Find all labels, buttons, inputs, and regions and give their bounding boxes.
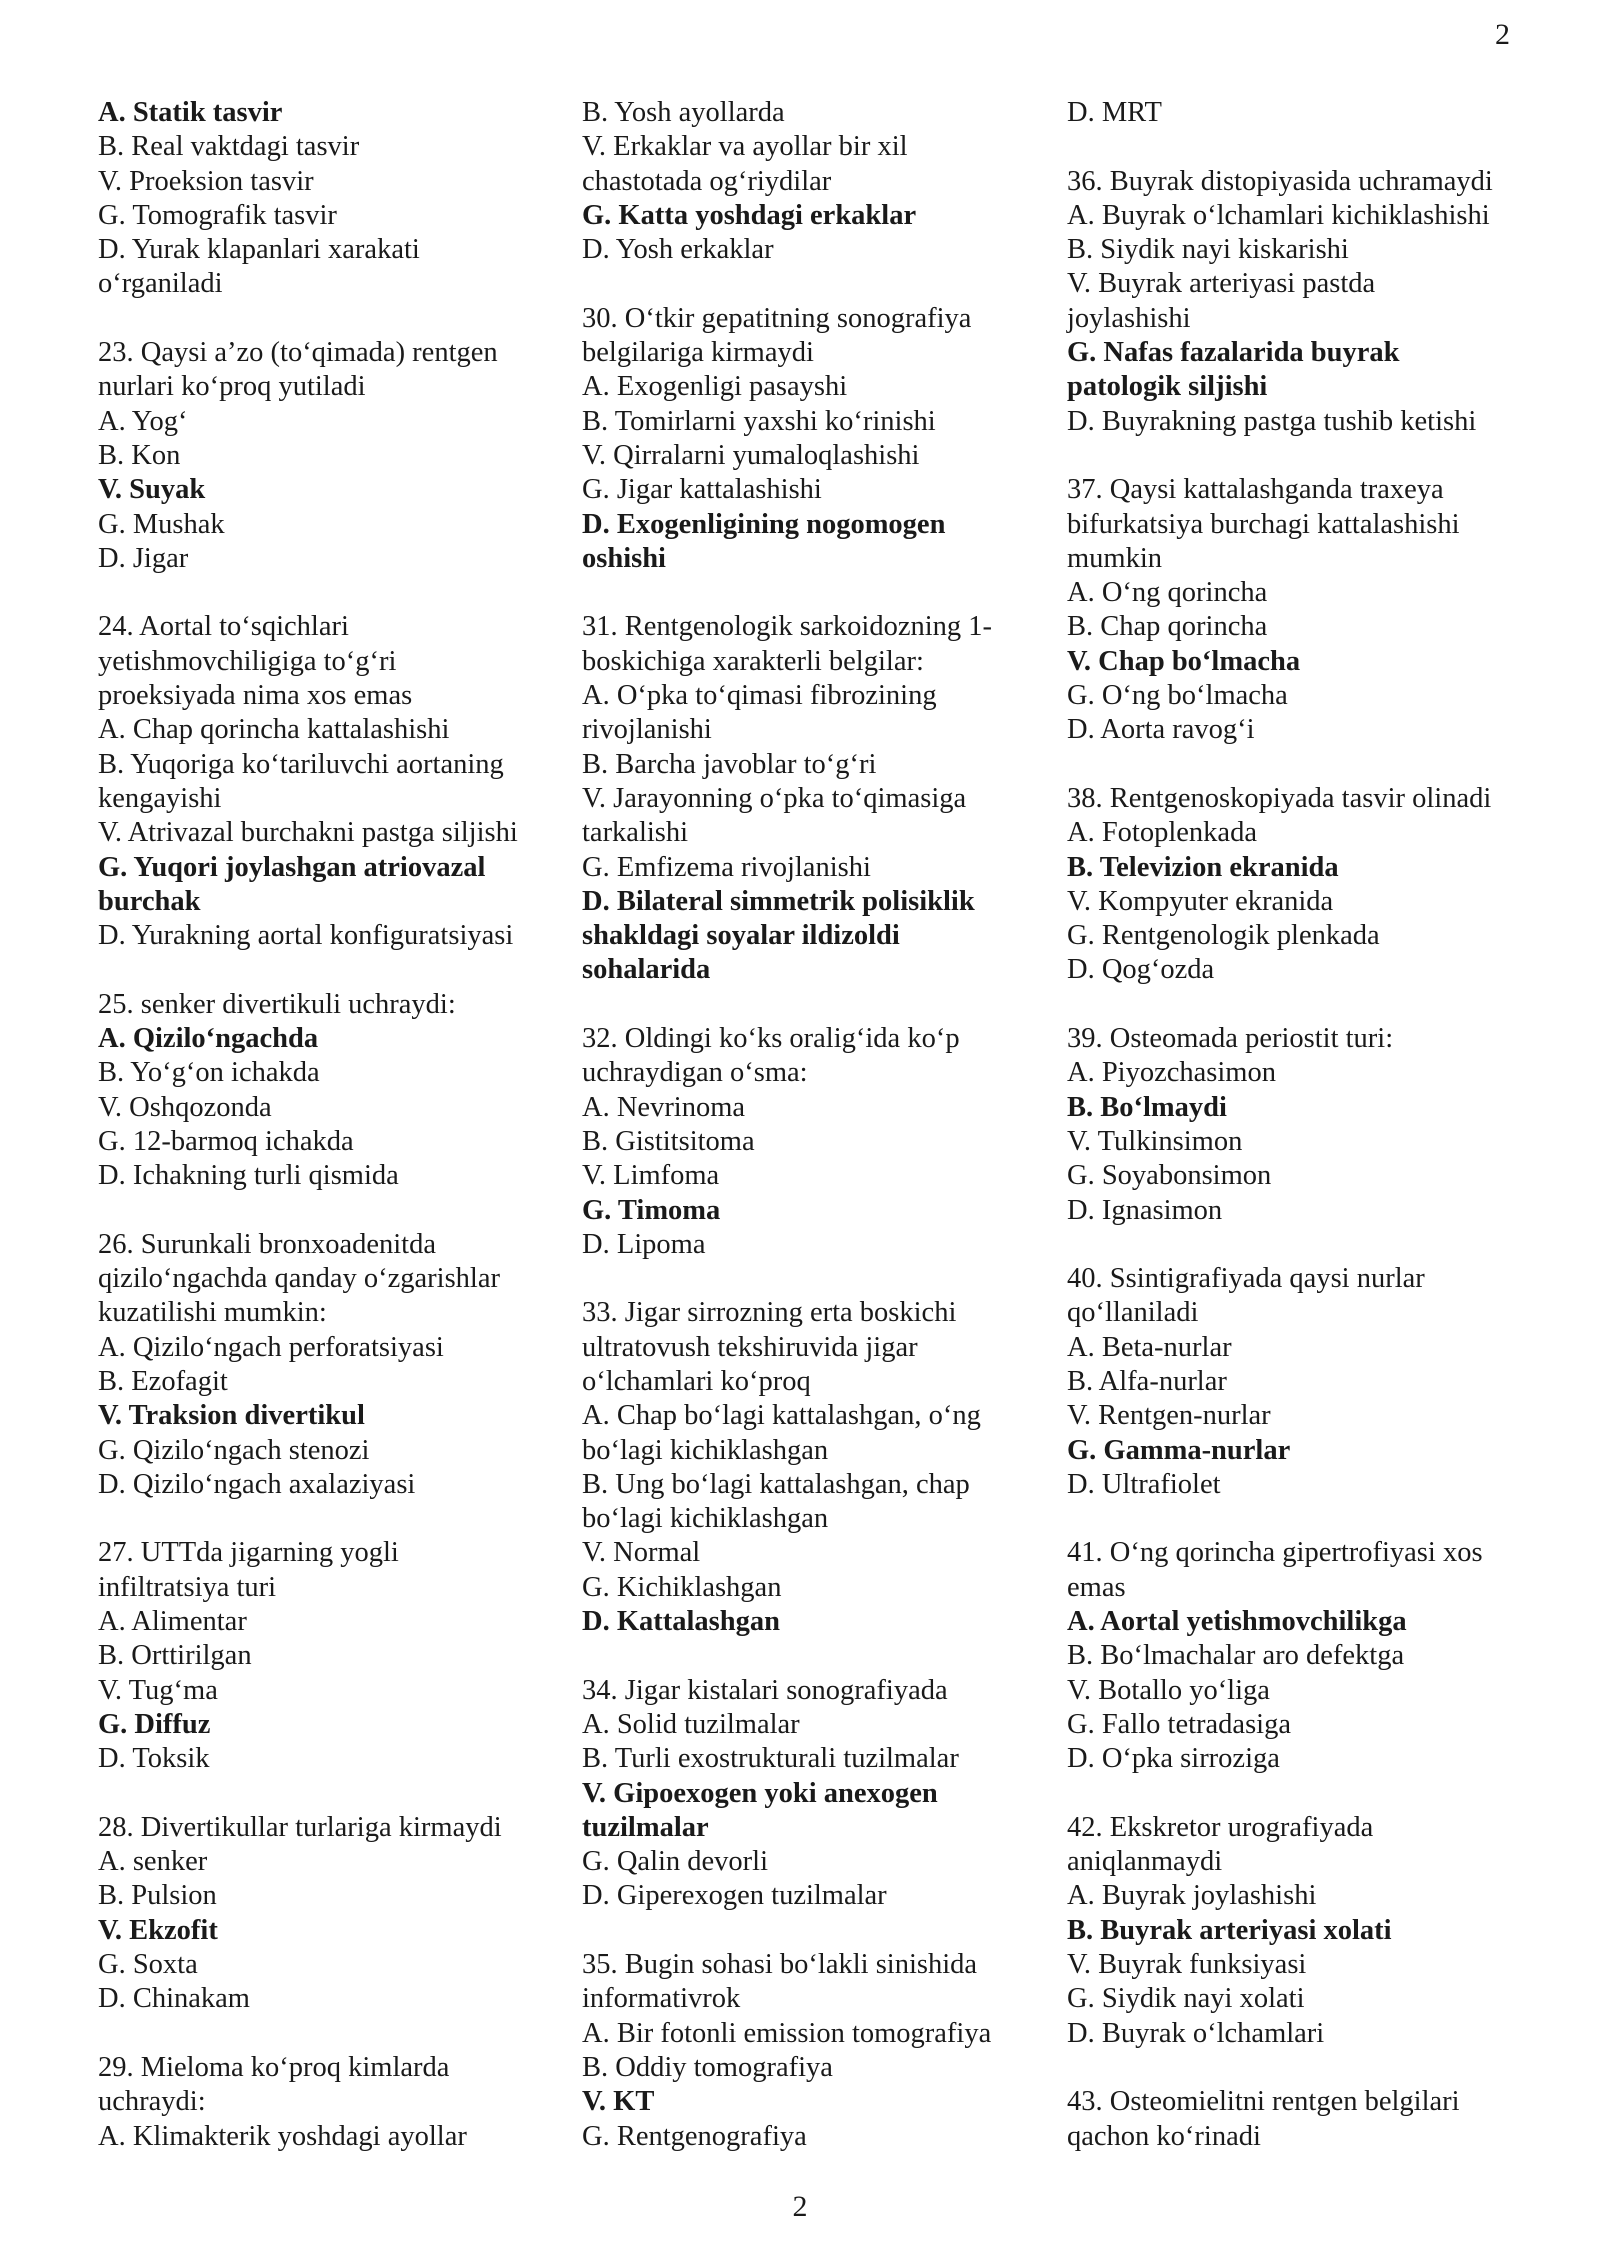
text-line: 33. Jigar sirrozning erta boskichi	[582, 1297, 957, 1329]
question-block	[98, 1536, 548, 1776]
text-line: D. MRT	[1067, 97, 1162, 128]
column-1	[98, 96, 548, 2188]
text-line: G. Soxta	[98, 1949, 198, 1981]
correct-answer-line: tuzilmalar	[582, 1811, 709, 1843]
text-line: emas	[1067, 1571, 1126, 1603]
text-line: D. Ichakning turli qismida	[98, 1160, 399, 1192]
text-line: G. Soyabonsimon	[1067, 1160, 1272, 1192]
text-line: B. Pulsion	[98, 1880, 217, 1912]
text-line: B. Yuqoriga ko‘tariluvchi aortaning	[98, 748, 504, 780]
question-block	[1067, 782, 1527, 988]
correct-answer-line: G. Diffuz	[98, 1708, 211, 1740]
text-line: 31. Rentgenologik sarkoidozning 1-	[582, 611, 993, 643]
text-line: G. Siydik nayi xolati	[1067, 1983, 1305, 2015]
text-line: A. Beta-nurlar	[1067, 1331, 1232, 1363]
text-line: A. Chap bo‘lagi kattalashgan, o‘ng	[582, 1400, 981, 1432]
text-line: G. Kichiklashgan	[582, 1571, 782, 1603]
text-line: A. Buyrak o‘lchamlari kichiklashishi	[1067, 199, 1490, 231]
text-line: V. Tulkinsimon	[1067, 1125, 1243, 1157]
text-line: B. Siydik nayi kiskarishi	[1067, 234, 1349, 266]
question-block	[1067, 2085, 1527, 2154]
question-block	[1067, 96, 1527, 130]
question-block	[98, 336, 548, 576]
question-block	[98, 2051, 548, 2154]
text-line: 26. Surunkali bronxoadenitda	[98, 1228, 436, 1260]
text-line: proeksiyada nima xos emas	[98, 680, 413, 712]
correct-answer-line: burchak	[98, 885, 201, 917]
text-line: G. O‘ng bo‘lmacha	[1067, 680, 1288, 712]
text-line: D. Yosh erkaklar	[582, 234, 774, 266]
text-line: A. Piyozchasimon	[1067, 1057, 1276, 1089]
question-block	[1067, 1022, 1527, 1228]
text-line: o‘lchamlari ko‘proq	[582, 1365, 811, 1397]
text-line: tarkalishi	[582, 817, 689, 849]
text-line: uchraydi:	[98, 2086, 206, 2118]
text-line: D. O‘pka sirroziga	[1067, 1743, 1280, 1775]
text-line: mumkin	[1067, 542, 1163, 574]
text-line: G. Rentgenologik plenkada	[1067, 920, 1380, 952]
text-line: A. Chap qorincha kattalashishi	[98, 714, 450, 746]
text-line: A. Solid tuzilmalar	[582, 1708, 800, 1740]
text-line: qizilo‘ngachda qanday o‘zgarishlar	[98, 1263, 500, 1295]
text-line: chastotada og‘riydilar	[582, 165, 832, 197]
text-line: V. Proeksion tasvir	[98, 165, 314, 197]
question-block	[582, 1948, 1032, 2154]
text-line: V. Buyrak funksiyasi	[1067, 1949, 1307, 1981]
text-line: A. Yog‘	[98, 405, 188, 437]
text-line: qachon ko‘rinadi	[1067, 2120, 1261, 2152]
text-line: o‘rganiladi	[98, 268, 223, 300]
text-line: A. Klimakterik yoshdagi ayollar	[98, 2120, 467, 2152]
correct-answer-line: D. Bilateral simmetrik polisiklik	[582, 885, 975, 917]
question-block	[1067, 1811, 1527, 2051]
correct-answer-line: V. Suyak	[98, 474, 206, 506]
text-line: yetishmovchiligiga to‘g‘ri	[98, 645, 397, 677]
correct-answer-line: shakldagi soyalar ildizoldi	[582, 920, 900, 952]
correct-answer-line: G. Katta yoshdagi erkaklar	[582, 199, 917, 231]
text-line: A. Fotoplenkada	[1067, 817, 1257, 849]
text-line: D. Buyrakning pastga tushib ketishi	[1067, 405, 1477, 437]
text-line: 27. UTTda jigarning yogli	[98, 1537, 399, 1569]
text-line: B. Real vaktdagi tasvir	[98, 131, 360, 163]
text-line: D. Qog‘ozda	[1067, 954, 1215, 986]
text-line: kengayishi	[98, 782, 222, 814]
question-block	[98, 988, 548, 1194]
text-line: A. Bir fotonli emission tomografiya	[582, 2017, 992, 2049]
text-line: D. Toksik	[98, 1743, 210, 1775]
text-line: informativrok	[582, 1983, 741, 2015]
text-line: V. Limfoma	[582, 1160, 720, 1192]
question-block	[98, 610, 548, 953]
text-line: B. Yo‘g‘on ichakda	[98, 1057, 320, 1089]
text-line: B. Ung bo‘lagi kattalashgan, chap	[582, 1468, 970, 1500]
text-line: B. Turli exostrukturali tuzilmalar	[582, 1743, 959, 1775]
text-line: joylashishi	[1067, 302, 1191, 334]
correct-answer-line: D. Exogenligining nogomogen	[582, 508, 946, 540]
column-2	[582, 96, 1032, 2188]
text-line: B. Bo‘lmachalar aro defektga	[1067, 1640, 1405, 1672]
text-line: D. Lipoma	[582, 1228, 706, 1260]
text-line: B. Alfa-nurlar	[1067, 1365, 1227, 1397]
text-line: G. Qalin devorli	[582, 1846, 769, 1878]
question-block	[98, 1811, 548, 2017]
text-line: 23. Qaysi a’zo (to‘qimada) rentgen	[98, 337, 498, 369]
text-line: G. Rentgenografiya	[582, 2120, 807, 2152]
text-line: V. Tug‘ma	[98, 1674, 218, 1706]
text-line: V. Normal	[582, 1537, 701, 1569]
question-block	[1067, 1536, 1527, 1776]
text-line: 37. Qaysi kattalashganda traxeya	[1067, 474, 1444, 506]
text-line: D. Yurak klapanlari xarakati	[98, 234, 420, 266]
text-line: V. Kompyuter ekranida	[1067, 885, 1334, 917]
text-line: G. Qizilo‘ngach stenozi	[98, 1434, 370, 1466]
text-line: A. Nevrinoma	[582, 1091, 746, 1123]
correct-answer-line: V. Chap bo‘lmacha	[1067, 645, 1301, 677]
text-line: G. Jigar kattalashishi	[582, 474, 822, 506]
question-block	[582, 1022, 1032, 1262]
text-line: B. Barcha javoblar to‘g‘ri	[582, 748, 877, 780]
question-block	[1067, 165, 1527, 439]
text-line: D. Aorta ravog‘i	[1067, 714, 1255, 746]
text-line: V. Erkaklar va ayollar bir xil	[582, 131, 908, 163]
correct-answer-line: B. Bo‘lmaydi	[1067, 1091, 1227, 1123]
text-line: A. Alimentar	[98, 1606, 247, 1638]
text-line: G. 12-barmoq ichakda	[98, 1125, 354, 1157]
correct-answer-line: V. Gipoexogen yoki anexogen	[582, 1777, 938, 1809]
text-line: D. Qizilo‘ngach axalaziyasi	[98, 1468, 416, 1500]
text-line: A. O‘ng qorincha	[1067, 577, 1268, 609]
question-block	[1067, 1262, 1527, 1502]
text-line: V. Rentgen-nurlar	[1067, 1400, 1271, 1432]
text-line: G. Emfizema rivojlanishi	[582, 851, 871, 883]
text-line: rivojlanishi	[582, 714, 712, 746]
question-block	[582, 1296, 1032, 1639]
correct-answer-line: G. Gamma-nurlar	[1067, 1434, 1291, 1466]
correct-answer-line: A. Qizilo‘ngachda	[98, 1023, 319, 1055]
text-line: B. Kon	[98, 439, 181, 471]
question-block	[582, 610, 1032, 987]
text-line: D. Buyrak o‘lchamlari	[1067, 2017, 1325, 2049]
text-line: aniqlanmaydi	[1067, 1846, 1223, 1878]
correct-answer-line: V. Ekzofit	[98, 1914, 218, 1946]
text-line: ultratovush tekshiruvida jigar	[582, 1331, 918, 1363]
text-line: D. Ignasimon	[1067, 1194, 1223, 1226]
text-line: 32. Oldingi ko‘ks oralig‘ida ko‘p	[582, 1023, 960, 1055]
question-block	[98, 96, 548, 302]
correct-answer-line: G. Yuqori joylashgan atriovazal	[98, 851, 486, 883]
text-line: G. Mushak	[98, 508, 225, 540]
text-line: bo‘lagi kichiklashgan	[582, 1434, 829, 1466]
text-line: 35. Bugin sohasi bo‘lakli sinishida	[582, 1949, 978, 1981]
correct-answer-line: V. Traksion divertikul	[98, 1400, 365, 1432]
text-line: B. Oddiy tomografiya	[582, 2051, 833, 2083]
correct-answer-line: patologik siljishi	[1067, 371, 1268, 403]
text-line: 39. Osteomada periostit turi:	[1067, 1023, 1394, 1055]
text-line: V. Botallo yo‘liga	[1067, 1674, 1270, 1706]
text-line: 41. O‘ng qorincha gipertrofiyasi xos	[1067, 1537, 1483, 1569]
correct-answer-line: B. Buyrak arteriyasi xolati	[1067, 1914, 1392, 1946]
text-line: uchraydigan o‘sma:	[582, 1057, 808, 1089]
text-line: infiltratsiya turi	[98, 1571, 277, 1603]
text-line: 40. Ssintigrafiyada qaysi nurlar	[1067, 1263, 1425, 1295]
text-line: A. Exogenligi pasayshi	[582, 371, 848, 403]
text-line: B. Orttirilgan	[98, 1640, 252, 1672]
text-line: bo‘lagi kichiklashgan	[582, 1503, 829, 1535]
text-line: 25. senker divertikuli uchraydi:	[98, 988, 456, 1020]
text-line: D. Ultrafiolet	[1067, 1468, 1221, 1500]
text-line: belgilariga kirmaydi	[582, 337, 814, 369]
text-line: boskichiga xarakterli belgilar:	[582, 645, 924, 677]
correct-answer-line: A. Statik tasvir	[98, 97, 283, 128]
text-line: V. Jarayonning o‘pka to‘qimasiga	[582, 782, 967, 814]
text-line: A. O‘pka to‘qimasi fibrozining	[582, 680, 937, 712]
text-line: qo‘llaniladi	[1067, 1297, 1199, 1329]
text-line: V. Atrivazal burchakni pastga siljishi	[98, 817, 518, 849]
question-block	[1067, 473, 1527, 747]
correct-answer-line: A. Aortal yetishmovchilikga	[1067, 1606, 1407, 1638]
question-block	[582, 1674, 1032, 1914]
text-line: 28. Divertikullar turlariga kirmaydi	[98, 1811, 502, 1843]
text-line: B. Tomirlarni yaxshi ko‘rinishi	[582, 405, 936, 437]
text-line: 43. Osteomielitni rentgen belgilari	[1067, 2086, 1460, 2118]
correct-answer-line: sohalarida	[582, 954, 711, 986]
text-line: 36. Buyrak distopiyasida uchramaydi	[1067, 165, 1493, 197]
text-line: kuzatilishi mumkin:	[98, 1297, 327, 1329]
text-line: D. Chinakam	[98, 1983, 250, 2015]
text-line: nurlari ko‘proq yutiladi	[98, 371, 366, 403]
text-line: 34. Jigar kistalari sonografiyada	[582, 1674, 948, 1706]
text-line: G. Tomografik tasvir	[98, 199, 337, 231]
text-line: 42. Ekskretor urografiyada	[1067, 1811, 1374, 1843]
text-line: 24. Aortal to‘sqichlari	[98, 611, 349, 643]
text-line: 30. O‘tkir gepatitning sonografiya	[582, 302, 972, 334]
question-block	[582, 302, 1032, 576]
text-line: V. Buyrak arteriyasi pastda	[1067, 268, 1376, 300]
column-3	[1067, 96, 1527, 2188]
text-line: D. Yurakning aortal konfiguratsiyasi	[98, 920, 514, 952]
text-line: B. Chap qorincha	[1067, 611, 1268, 643]
text-line: 38. Rentgenoskopiyada tasvir olinadi	[1067, 782, 1492, 814]
text-line: bifurkatsiya burchagi kattalashishi	[1067, 508, 1460, 540]
text-line: D. Giperexogen tuzilmalar	[582, 1880, 887, 1912]
text-line: G. Fallo tetradasiga	[1067, 1708, 1291, 1740]
question-block	[582, 96, 1032, 267]
correct-answer-line: B. Televizion ekranida	[1067, 851, 1339, 883]
text-line: B. Yosh ayollarda	[582, 97, 785, 128]
correct-answer-line: D. Kattalashgan	[582, 1606, 780, 1638]
correct-answer-line: G. Nafas fazalarida buyrak	[1067, 337, 1400, 369]
text-line: A. Buyrak joylashishi	[1067, 1880, 1317, 1912]
correct-answer-line: oshishi	[582, 542, 666, 574]
correct-answer-line: V. KT	[582, 2086, 655, 2118]
correct-answer-line: G. Timoma	[582, 1194, 721, 1226]
question-block	[98, 1228, 548, 1502]
page-number-top: 2	[1495, 18, 1510, 51]
text-line: V. Qirralarni yumaloqlashishi	[582, 439, 920, 471]
text-line: V. Oshqozonda	[98, 1091, 272, 1123]
text-line: A. senker	[98, 1846, 208, 1878]
text-line: D. Jigar	[98, 542, 189, 574]
text-line: B. Ezofagit	[98, 1365, 228, 1397]
page-number-bottom: 2	[792, 2190, 808, 2223]
text-line: A. Qizilo‘ngach perforatsiyasi	[98, 1331, 444, 1363]
text-line: B. Gistitsitoma	[582, 1125, 755, 1157]
text-line: 29. Mieloma ko‘proq kimlarda	[98, 2051, 450, 2083]
